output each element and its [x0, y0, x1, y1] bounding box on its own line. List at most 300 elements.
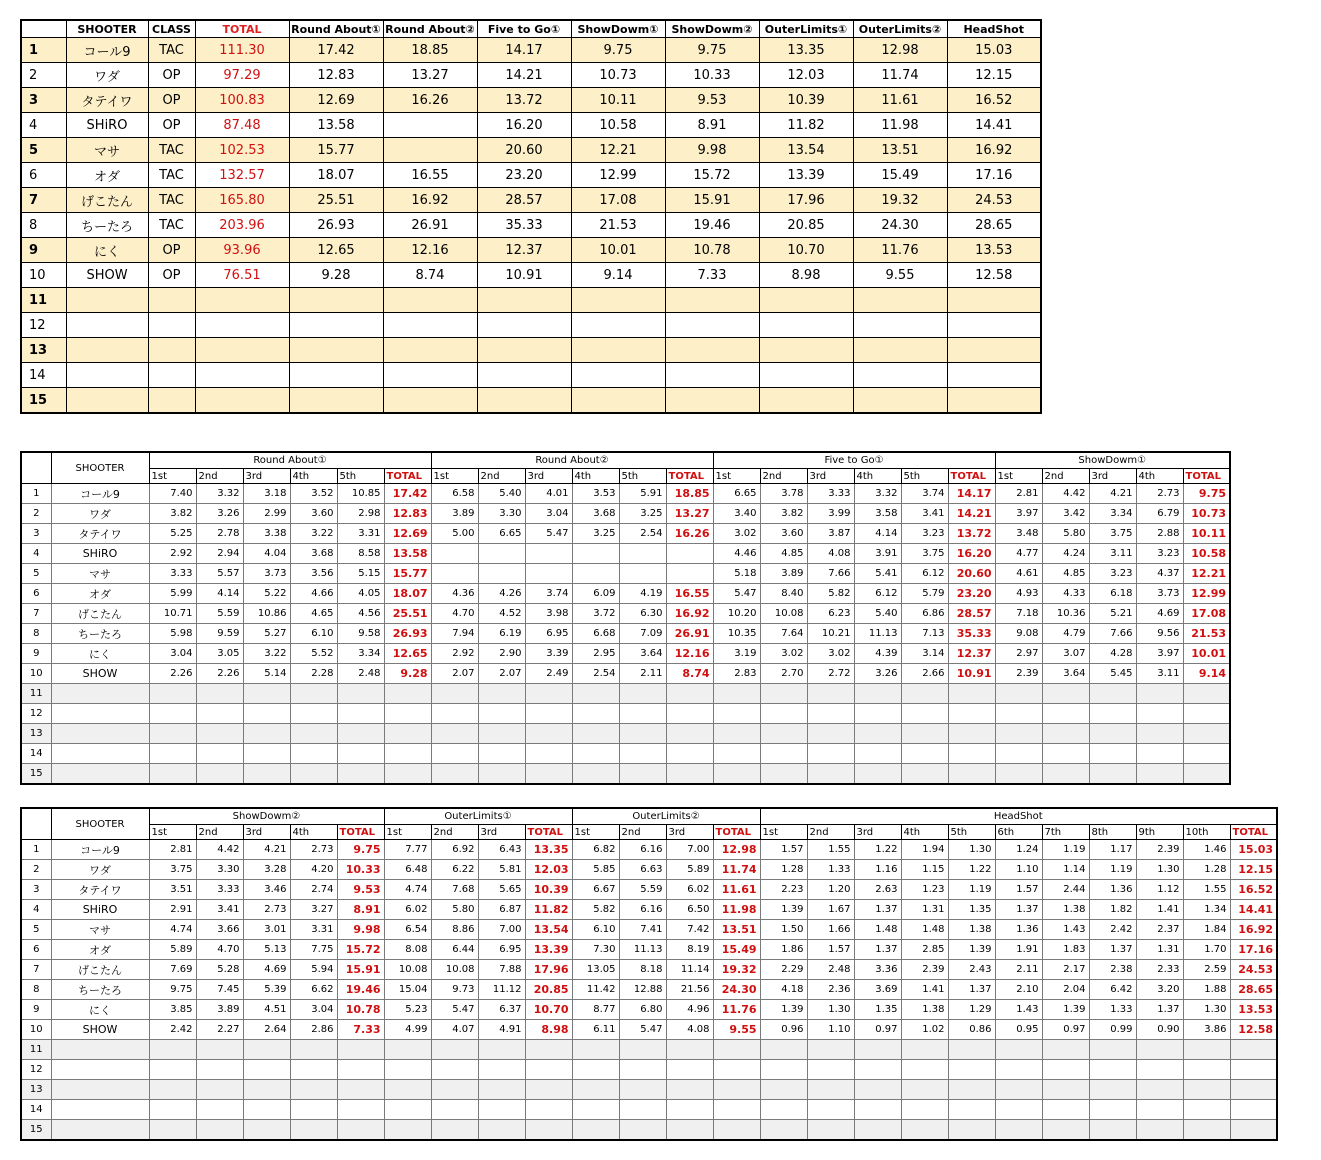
shooter-name: タテイワ — [51, 524, 149, 544]
string-time: 6.58 — [431, 484, 478, 504]
empty-cell — [384, 1040, 431, 1060]
string-time: 3.25 — [572, 524, 619, 544]
empty-cell — [619, 1040, 666, 1060]
empty-cell — [149, 684, 196, 704]
summary-cell — [195, 388, 289, 414]
string-time — [478, 564, 525, 584]
string-time: 5.89 — [666, 860, 713, 880]
empty-cell — [478, 1100, 525, 1120]
empty-cell — [243, 1120, 290, 1141]
string-time: 3.89 — [196, 1000, 243, 1020]
empty-cell — [337, 704, 384, 724]
empty-cell — [995, 1040, 1042, 1060]
empty-cell — [619, 724, 666, 744]
string-header: 4th — [854, 469, 901, 484]
string-time: 9.58 — [337, 624, 384, 644]
rank-cell: 1 — [21, 840, 51, 860]
empty-cell — [760, 1060, 807, 1080]
string-time: 5.40 — [478, 484, 525, 504]
string-time: 1.29 — [948, 1000, 995, 1020]
string-time: 5.47 — [525, 524, 572, 544]
rank-cell: 10 — [21, 1020, 51, 1040]
summary-cell — [759, 288, 853, 313]
string-time: 1.38 — [948, 920, 995, 940]
string-header: 5th — [619, 469, 666, 484]
empty-cell — [196, 1060, 243, 1080]
rank-header-cell — [21, 452, 51, 484]
summary-cell: OP — [148, 113, 195, 138]
empty-cell — [948, 1080, 995, 1100]
empty-cell — [619, 684, 666, 704]
summary-cell: 13.51 — [853, 138, 947, 163]
stage-total: 12.69 — [384, 524, 431, 544]
rank-cell: 2 — [21, 504, 51, 524]
empty-cell — [760, 1120, 807, 1141]
string-time: 1.16 — [854, 860, 901, 880]
summary-row — [21, 113, 1041, 138]
string-time: 4.74 — [384, 880, 431, 900]
string-time: 1.30 — [948, 840, 995, 860]
string-time: 6.50 — [666, 900, 713, 920]
rank-cell: 5 — [21, 138, 66, 163]
string-header: 4th — [290, 825, 337, 840]
empty-cell — [713, 704, 760, 724]
string-header: 8th — [1089, 825, 1136, 840]
string-time: 4.05 — [337, 584, 384, 604]
string-time: 5.65 — [478, 880, 525, 900]
summary-cell — [195, 338, 289, 363]
empty-cell — [901, 764, 948, 785]
summary-cell — [195, 288, 289, 313]
string-time: 5.79 — [901, 584, 948, 604]
stage-total: 12.15 — [1230, 860, 1277, 880]
string-time: 4.74 — [149, 920, 196, 940]
summary-header-cell: Round About② — [383, 20, 477, 38]
string-time: 1.39 — [948, 940, 995, 960]
empty-cell — [619, 744, 666, 764]
summary-cell — [477, 388, 571, 414]
rank-cell: 14 — [21, 1100, 51, 1120]
string-time: 1.57 — [807, 940, 854, 960]
string-time: 3.64 — [1042, 664, 1089, 684]
string-time: 1.48 — [854, 920, 901, 940]
string-time: 1.37 — [948, 980, 995, 1000]
summary-cell — [665, 313, 759, 338]
rank-cell: 14 — [21, 363, 66, 388]
rank-cell: 4 — [21, 900, 51, 920]
string-time — [572, 544, 619, 564]
string-time: 5.82 — [807, 584, 854, 604]
string-time: 1.43 — [995, 1000, 1042, 1020]
empty-cell — [1136, 684, 1183, 704]
shooter-name: ちーたろ — [51, 980, 149, 1000]
empty-cell — [572, 724, 619, 744]
shooter-name: にく — [51, 1000, 149, 1020]
empty-cell — [1042, 744, 1089, 764]
string-time: 3.33 — [149, 564, 196, 584]
summary-cell: 24.30 — [853, 213, 947, 238]
string-time: 6.63 — [619, 860, 666, 880]
empty-cell — [666, 704, 713, 724]
summary-cell — [853, 338, 947, 363]
string-time: 1.36 — [995, 920, 1042, 940]
rank-cell: 7 — [21, 960, 51, 980]
summary-row — [21, 63, 1041, 88]
string-time: 3.31 — [337, 524, 384, 544]
summary-cell: 11.82 — [759, 113, 853, 138]
summary-cell — [477, 363, 571, 388]
empty-cell — [619, 1080, 666, 1100]
summary-row — [21, 388, 1041, 414]
summary-header-cell: SHOOTER — [66, 20, 148, 38]
summary-cell: TAC — [148, 163, 195, 188]
string-time: 1.33 — [1089, 1000, 1136, 1020]
rank-cell: 6 — [21, 940, 51, 960]
string-time: 8.86 — [431, 920, 478, 940]
shooter-row — [21, 624, 1230, 644]
empty-cell — [384, 764, 431, 785]
string-time: 5.22 — [243, 584, 290, 604]
string-time: 2.92 — [149, 544, 196, 564]
empty-cell — [1136, 1080, 1183, 1100]
string-time: 3.32 — [854, 484, 901, 504]
string-header: 3rd — [1089, 469, 1136, 484]
string-time: 7.30 — [572, 940, 619, 960]
empty-cell — [243, 764, 290, 785]
empty-cell — [478, 1040, 525, 1060]
empty-cell — [196, 1080, 243, 1100]
empty-cell — [337, 724, 384, 744]
string-time: 2.44 — [1042, 880, 1089, 900]
string-time: 0.99 — [1089, 1020, 1136, 1040]
stage-total: 9.75 — [1183, 484, 1230, 504]
string-time: 3.56 — [290, 564, 337, 584]
empty-cell — [525, 1080, 572, 1100]
string-header: 2nd — [196, 469, 243, 484]
total-header: TOTAL — [337, 825, 384, 840]
empty-cell — [854, 744, 901, 764]
string-time: 2.54 — [619, 524, 666, 544]
shooter-name: げこたん — [66, 188, 148, 213]
summary-header-cell: Round About① — [289, 20, 383, 38]
string-time: 2.73 — [290, 840, 337, 860]
string-time: 1.35 — [854, 1000, 901, 1020]
stage-total: 9.28 — [384, 664, 431, 684]
stage-total: 9.55 — [713, 1020, 760, 1040]
empty-cell — [572, 764, 619, 785]
string-time: 10.20 — [713, 604, 760, 624]
empty-cell — [243, 1040, 290, 1060]
string-time: 10.08 — [431, 960, 478, 980]
summary-cell — [383, 113, 477, 138]
rank-cell: 13 — [21, 1080, 51, 1100]
string-time: 1.14 — [1042, 860, 1089, 880]
string-time: 2.99 — [243, 504, 290, 524]
string-time: 2.43 — [948, 960, 995, 980]
string-time: 6.43 — [478, 840, 525, 860]
string-header: 1st — [149, 825, 196, 840]
summary-row — [21, 313, 1041, 338]
summary-cell: 15.91 — [665, 188, 759, 213]
empty-cell — [290, 764, 337, 785]
string-time: 1.35 — [948, 900, 995, 920]
string-time: 4.91 — [478, 1020, 525, 1040]
stage-total: 13.58 — [384, 544, 431, 564]
empty-cell — [854, 1080, 901, 1100]
shooter-name — [51, 684, 149, 704]
string-time: 4.36 — [431, 584, 478, 604]
string-time: 4.79 — [1042, 624, 1089, 644]
string-time: 6.16 — [619, 840, 666, 860]
string-header: 6th — [995, 825, 1042, 840]
empty-cell — [1230, 1060, 1277, 1080]
stage-total: 13.35 — [525, 840, 572, 860]
empty-row — [21, 704, 1230, 724]
shooter-name: ちーたろ — [66, 213, 148, 238]
string-time: 6.09 — [572, 584, 619, 604]
summary-cell — [383, 313, 477, 338]
empty-cell — [196, 684, 243, 704]
string-time: 0.86 — [948, 1020, 995, 1040]
string-time: 1.37 — [854, 900, 901, 920]
summary-cell — [383, 363, 477, 388]
string-time: 2.42 — [149, 1020, 196, 1040]
string-time: 5.21 — [1089, 604, 1136, 624]
summary-cell: 203.96 — [195, 213, 289, 238]
string-time: 3.04 — [149, 644, 196, 664]
shooter-name — [66, 338, 148, 363]
stage-total: 17.96 — [525, 960, 572, 980]
empty-cell — [290, 684, 337, 704]
string-header: 1st — [995, 469, 1042, 484]
string-time: 6.23 — [807, 604, 854, 624]
empty-cell — [995, 1100, 1042, 1120]
string-time: 4.56 — [337, 604, 384, 624]
string-time: 7.13 — [901, 624, 948, 644]
summary-cell: 165.80 — [195, 188, 289, 213]
empty-cell — [854, 1040, 901, 1060]
stage-total: 17.42 — [384, 484, 431, 504]
shooter-name: SHOW — [51, 1020, 149, 1040]
string-time: 1.39 — [1042, 1000, 1089, 1020]
string-time: 10.21 — [807, 624, 854, 644]
empty-cell — [995, 764, 1042, 785]
string-time: 4.61 — [995, 564, 1042, 584]
string-time: 3.68 — [572, 504, 619, 524]
empty-cell — [619, 704, 666, 724]
shooter-row — [21, 980, 1277, 1000]
empty-cell — [901, 684, 948, 704]
string-header: 1st — [713, 469, 760, 484]
summary-cell — [289, 313, 383, 338]
summary-cell: 13.27 — [383, 63, 477, 88]
string-time: 10.85 — [337, 484, 384, 504]
string-time: 3.26 — [196, 504, 243, 524]
summary-cell: 11.61 — [853, 88, 947, 113]
string-time: 1.31 — [1136, 940, 1183, 960]
stage-total: 17.16 — [1230, 940, 1277, 960]
summary-row — [21, 338, 1041, 363]
summary-cell — [947, 363, 1041, 388]
empty-cell — [572, 744, 619, 764]
shooter-name: マサ — [66, 138, 148, 163]
string-time: 4.85 — [1042, 564, 1089, 584]
empty-cell — [807, 1060, 854, 1080]
empty-cell — [572, 684, 619, 704]
string-time: 1.28 — [760, 860, 807, 880]
string-header: 9th — [1136, 825, 1183, 840]
string-header: 3rd — [854, 825, 901, 840]
string-time: 5.52 — [290, 644, 337, 664]
string-time: 3.02 — [807, 644, 854, 664]
summary-cell: 14.17 — [477, 38, 571, 63]
summary-cell: 9.28 — [289, 263, 383, 288]
shooter-name: タテイワ — [66, 88, 148, 113]
stage-total: 15.49 — [713, 940, 760, 960]
string-time: 1.31 — [901, 900, 948, 920]
string-time: 1.24 — [995, 840, 1042, 860]
empty-row — [21, 1080, 1277, 1100]
shooter-name: ワダ — [66, 63, 148, 88]
string-time: 3.89 — [760, 564, 807, 584]
string-time: 5.25 — [149, 524, 196, 544]
string-time: 3.34 — [1089, 504, 1136, 524]
string-time: 3.78 — [760, 484, 807, 504]
empty-cell — [807, 764, 854, 785]
stage-total: 26.91 — [666, 624, 713, 644]
shooter-row — [21, 880, 1277, 900]
empty-cell — [431, 684, 478, 704]
summary-cell: 15.77 — [289, 138, 383, 163]
string-time: 0.97 — [854, 1020, 901, 1040]
string-time: 3.60 — [290, 504, 337, 524]
shooter-name — [66, 313, 148, 338]
empty-cell — [995, 1120, 1042, 1141]
summary-cell: 8.74 — [383, 263, 477, 288]
string-time — [619, 564, 666, 584]
shooter-row — [21, 644, 1230, 664]
string-time: 3.69 — [854, 980, 901, 1000]
rank-cell: 4 — [21, 113, 66, 138]
summary-cell: 9.55 — [853, 263, 947, 288]
string-time: 3.86 — [1183, 1020, 1230, 1040]
stage-total: 10.11 — [1183, 524, 1230, 544]
string-time: 1.66 — [807, 920, 854, 940]
string-time: 6.02 — [666, 880, 713, 900]
string-time: 2.92 — [431, 644, 478, 664]
empty-cell — [149, 1120, 196, 1141]
string-time: 2.17 — [1042, 960, 1089, 980]
string-time — [525, 564, 572, 584]
string-time: 2.78 — [196, 524, 243, 544]
rank-cell: 2 — [21, 63, 66, 88]
empty-row — [21, 1060, 1277, 1080]
stage-total: 24.30 — [713, 980, 760, 1000]
empty-cell — [478, 1060, 525, 1080]
stage-group-header: HeadShot — [760, 808, 1277, 825]
empty-cell — [666, 1040, 713, 1060]
shooter-name: にく — [66, 238, 148, 263]
empty-cell — [337, 1100, 384, 1120]
summary-cell: 15.03 — [947, 38, 1041, 63]
summary-cell: 12.58 — [947, 263, 1041, 288]
string-time: 2.23 — [760, 880, 807, 900]
string-time: 2.33 — [1136, 960, 1183, 980]
empty-cell — [1089, 744, 1136, 764]
string-time: 4.19 — [619, 584, 666, 604]
stage-group-header: Five to Go① — [713, 452, 995, 469]
string-time: 2.49 — [525, 664, 572, 684]
summary-cell: 17.16 — [947, 163, 1041, 188]
rank-cell: 11 — [21, 288, 66, 313]
string-time: 10.71 — [149, 604, 196, 624]
summary-cell — [289, 388, 383, 414]
summary-cell: 28.57 — [477, 188, 571, 213]
string-time: 3.60 — [760, 524, 807, 544]
string-time: 3.23 — [901, 524, 948, 544]
stage-total: 20.60 — [948, 564, 995, 584]
string-time: 1.41 — [1136, 900, 1183, 920]
empty-cell — [619, 1060, 666, 1080]
shooter-name: ちーたろ — [51, 624, 149, 644]
empty-cell — [713, 724, 760, 744]
string-time: 1.12 — [1136, 880, 1183, 900]
stage-total: 17.08 — [1183, 604, 1230, 624]
rank-cell: 2 — [21, 860, 51, 880]
stage-total: 15.77 — [384, 564, 431, 584]
string-time: 3.66 — [196, 920, 243, 940]
empty-cell — [713, 764, 760, 785]
string-time: 1.19 — [1089, 860, 1136, 880]
empty-cell — [1089, 684, 1136, 704]
empty-cell — [995, 704, 1042, 724]
string-time: 3.27 — [290, 900, 337, 920]
empty-cell — [384, 704, 431, 724]
rank-cell: 3 — [21, 880, 51, 900]
string-time: 3.04 — [525, 504, 572, 524]
string-time: 1.50 — [760, 920, 807, 940]
summary-cell: 19.32 — [853, 188, 947, 213]
summary-cell: 9.14 — [571, 263, 665, 288]
string-time: 5.85 — [572, 860, 619, 880]
rank-cell: 7 — [21, 604, 51, 624]
string-time: 1.37 — [1089, 940, 1136, 960]
string-time: 2.85 — [901, 940, 948, 960]
empty-cell — [713, 744, 760, 764]
summary-cell: 12.98 — [853, 38, 947, 63]
string-time: 3.51 — [149, 880, 196, 900]
rank-cell: 1 — [21, 484, 51, 504]
shooter-name: SHOW — [51, 664, 149, 684]
empty-cell — [666, 744, 713, 764]
string-header: 5th — [948, 825, 995, 840]
string-time: 1.48 — [901, 920, 948, 940]
empty-cell — [572, 1040, 619, 1060]
shooter-row — [21, 484, 1230, 504]
string-time: 3.11 — [1089, 544, 1136, 564]
summary-cell: 10.11 — [571, 88, 665, 113]
string-time: 3.64 — [619, 644, 666, 664]
summary-row — [21, 213, 1041, 238]
empty-cell — [995, 744, 1042, 764]
string-time: 6.82 — [572, 840, 619, 860]
string-time: 1.39 — [760, 1000, 807, 1020]
string-time: 6.18 — [1089, 584, 1136, 604]
empty-cell — [995, 684, 1042, 704]
rank-cell: 3 — [21, 88, 66, 113]
total-header: TOTAL — [1183, 469, 1230, 484]
empty-cell — [525, 684, 572, 704]
